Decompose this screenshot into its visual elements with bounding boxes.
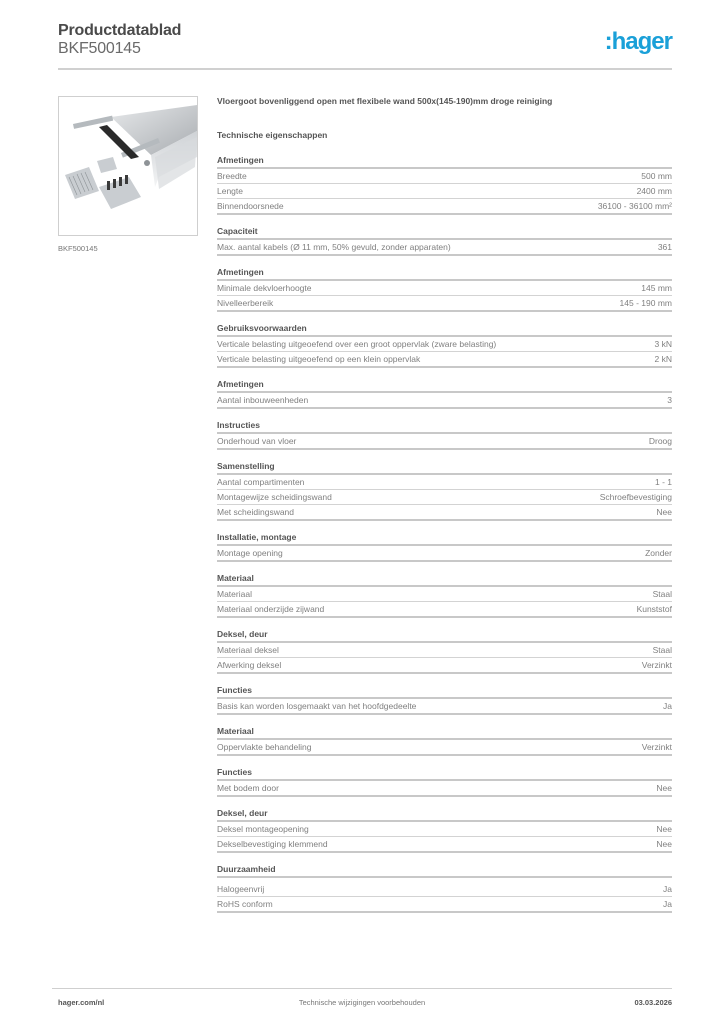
spec-group: [217, 322, 672, 368]
spec-row: [217, 546, 672, 562]
spec-row: [217, 658, 672, 674]
spec-row: [217, 434, 672, 450]
spec-group-title: Gebruiksvoorwaarden: [217, 322, 672, 337]
spec-group: [217, 531, 672, 562]
spec-value: 2400 mm: [636, 186, 672, 196]
spec-group-title: Deksel, deur: [217, 628, 672, 643]
spec-label: Deksel montageopening: [217, 824, 309, 834]
spec-row: [217, 587, 672, 602]
spec-label: Materiaal: [217, 589, 252, 599]
footer-website[interactable]: hager.com/nl: [58, 998, 105, 1007]
spec-value: 3 kN: [654, 339, 672, 349]
spec-row: [217, 337, 672, 352]
spec-group: [217, 863, 672, 913]
spec-group: [217, 725, 672, 756]
spec-value: Verzinkt: [641, 660, 672, 670]
spec-label: Verticale belasting uitgeoefend over een groot oppervlak (zware belasting): [217, 339, 497, 349]
spec-label: Oppervlakte behandeling: [217, 742, 312, 752]
spec-label: Basis kan worden losgemaakt van het hoofdgedeelte: [217, 701, 417, 711]
spec-value: 145 - 190 mm: [619, 298, 672, 308]
spec-value: Staal: [652, 645, 672, 655]
spec-row: [217, 882, 672, 897]
spec-group-title: Samenstelling: [217, 460, 672, 475]
spec-value: 1 - 1: [654, 477, 672, 487]
spec-group: [217, 766, 672, 797]
spec-group: [217, 225, 672, 256]
spec-label: Dekselbevestiging klemmend: [217, 839, 328, 849]
spec-group-title: Deksel, deur: [217, 807, 672, 822]
spec-row: [217, 822, 672, 837]
spec-label: Montage opening: [217, 548, 283, 558]
spec-label: Aantal inbouweenheden: [217, 395, 309, 405]
hager-logo: :hager: [604, 28, 672, 55]
spec-label: Materiaal onderzijde zijwand: [217, 604, 325, 614]
product-code: BKF500145: [58, 40, 141, 57]
spec-label: Met scheidingswand: [217, 507, 295, 517]
spec-label: Nivelleerbereik: [217, 298, 274, 308]
spec-value: Nee: [656, 507, 672, 517]
spec-group: [217, 807, 672, 853]
spec-value: Ja: [663, 701, 672, 711]
spec-label: Lengte: [217, 186, 243, 196]
spec-row: [217, 897, 672, 913]
spec-value: Ja: [663, 899, 672, 909]
spec-label: Materiaal deksel: [217, 645, 279, 655]
spec-value: Nee: [656, 839, 672, 849]
spec-row: [217, 240, 672, 256]
spec-group: [217, 154, 672, 215]
spec-label: Verticale belasting uitgeoefend op een klein oppervlak: [217, 354, 421, 364]
spec-value: Zonder: [645, 548, 672, 558]
spec-group: [217, 378, 672, 409]
spec-group-title: Afmetingen: [217, 378, 672, 393]
spec-group-title: Functies: [217, 684, 672, 699]
spec-label: Montagewijze scheidingswand: [217, 492, 332, 502]
footer-date: 03.03.2026: [634, 998, 672, 1007]
spec-row: [217, 475, 672, 490]
spec-label: Met bodem door: [217, 783, 279, 793]
spec-group-title: Afmetingen: [217, 154, 672, 169]
spec-group-title: Capaciteit: [217, 225, 672, 240]
spec-label: Binnendoorsnede: [217, 201, 284, 211]
spec-label: Afwerking deksel: [217, 660, 282, 670]
spec-content: [217, 96, 672, 913]
spec-value: Staal: [652, 589, 672, 599]
spec-row: [217, 296, 672, 312]
spec-value: 145 mm: [641, 283, 672, 293]
spec-row: [217, 169, 672, 184]
spec-value: Droog: [648, 436, 672, 446]
spec-row: [217, 352, 672, 368]
spec-value: Nee: [656, 783, 672, 793]
spec-label: Minimale dekvloerhoogte: [217, 283, 312, 293]
spec-row: [217, 393, 672, 409]
header-divider: [58, 68, 672, 70]
spec-group-title: Materiaal: [217, 725, 672, 740]
spec-value: Verzinkt: [641, 742, 672, 752]
spec-group: [217, 266, 672, 312]
spec-row: [217, 781, 672, 797]
product-title: Vloergoot bovenliggend open met flexibele wand 500x(145-190)mm droge reiniging: [217, 96, 553, 106]
spec-row: [217, 602, 672, 618]
spec-row: [217, 740, 672, 756]
spec-row: [217, 699, 672, 715]
spec-group: [217, 572, 672, 618]
spec-value: Nee: [656, 824, 672, 834]
product-image: [58, 96, 198, 236]
spec-group-title: Functies: [217, 766, 672, 781]
spec-value: 500 mm: [641, 171, 672, 181]
spec-label: Halogeenvrij: [217, 884, 265, 894]
image-caption: BKF500145: [58, 244, 98, 253]
spec-value: Ja: [663, 884, 672, 894]
spec-row: [217, 490, 672, 505]
footer-divider: [52, 988, 672, 989]
spec-group: [217, 628, 672, 674]
spec-label: Max. aantal kabels (Ø 11 mm, 50% gevuld, zonder apparaten): [217, 242, 451, 252]
spec-value: Schroefbevestiging: [599, 492, 672, 502]
spec-label: Breedte: [217, 171, 247, 181]
spec-group: [217, 684, 672, 715]
spec-group-title: Installatie, montage: [217, 531, 672, 546]
spec-groups: [217, 154, 672, 913]
spec-group-title: Duurzaamheid: [217, 863, 672, 878]
spec-row: [217, 199, 672, 215]
spec-group-title: Afmetingen: [217, 266, 672, 281]
spec-row: [217, 837, 672, 853]
spec-value: 3: [667, 395, 672, 405]
product-illustration-icon: [59, 97, 198, 236]
document-title: Productdatablad: [58, 22, 182, 39]
spec-group: [217, 460, 672, 521]
spec-value: 36100 - 36100 mm²: [597, 201, 672, 211]
spec-row: [217, 505, 672, 521]
spec-value: Kunststof: [636, 604, 672, 614]
section-title: Technische eigenschappen: [217, 130, 328, 140]
spec-group-title: Materiaal: [217, 572, 672, 587]
spec-label: Aantal compartimenten: [217, 477, 305, 487]
spec-value: 361: [657, 242, 672, 252]
spec-row: [217, 281, 672, 296]
spec-label: RoHS conform: [217, 899, 273, 909]
spec-group: [217, 419, 672, 450]
spec-row: [217, 184, 672, 199]
page-header: [58, 22, 672, 70]
spec-row: [217, 643, 672, 658]
spec-group-title: Instructies: [217, 419, 672, 434]
spec-value: 2 kN: [654, 354, 672, 364]
spec-label: Onderhoud van vloer: [217, 436, 297, 446]
footer-disclaimer: Technische wijzigingen voorbehouden: [298, 998, 426, 1007]
